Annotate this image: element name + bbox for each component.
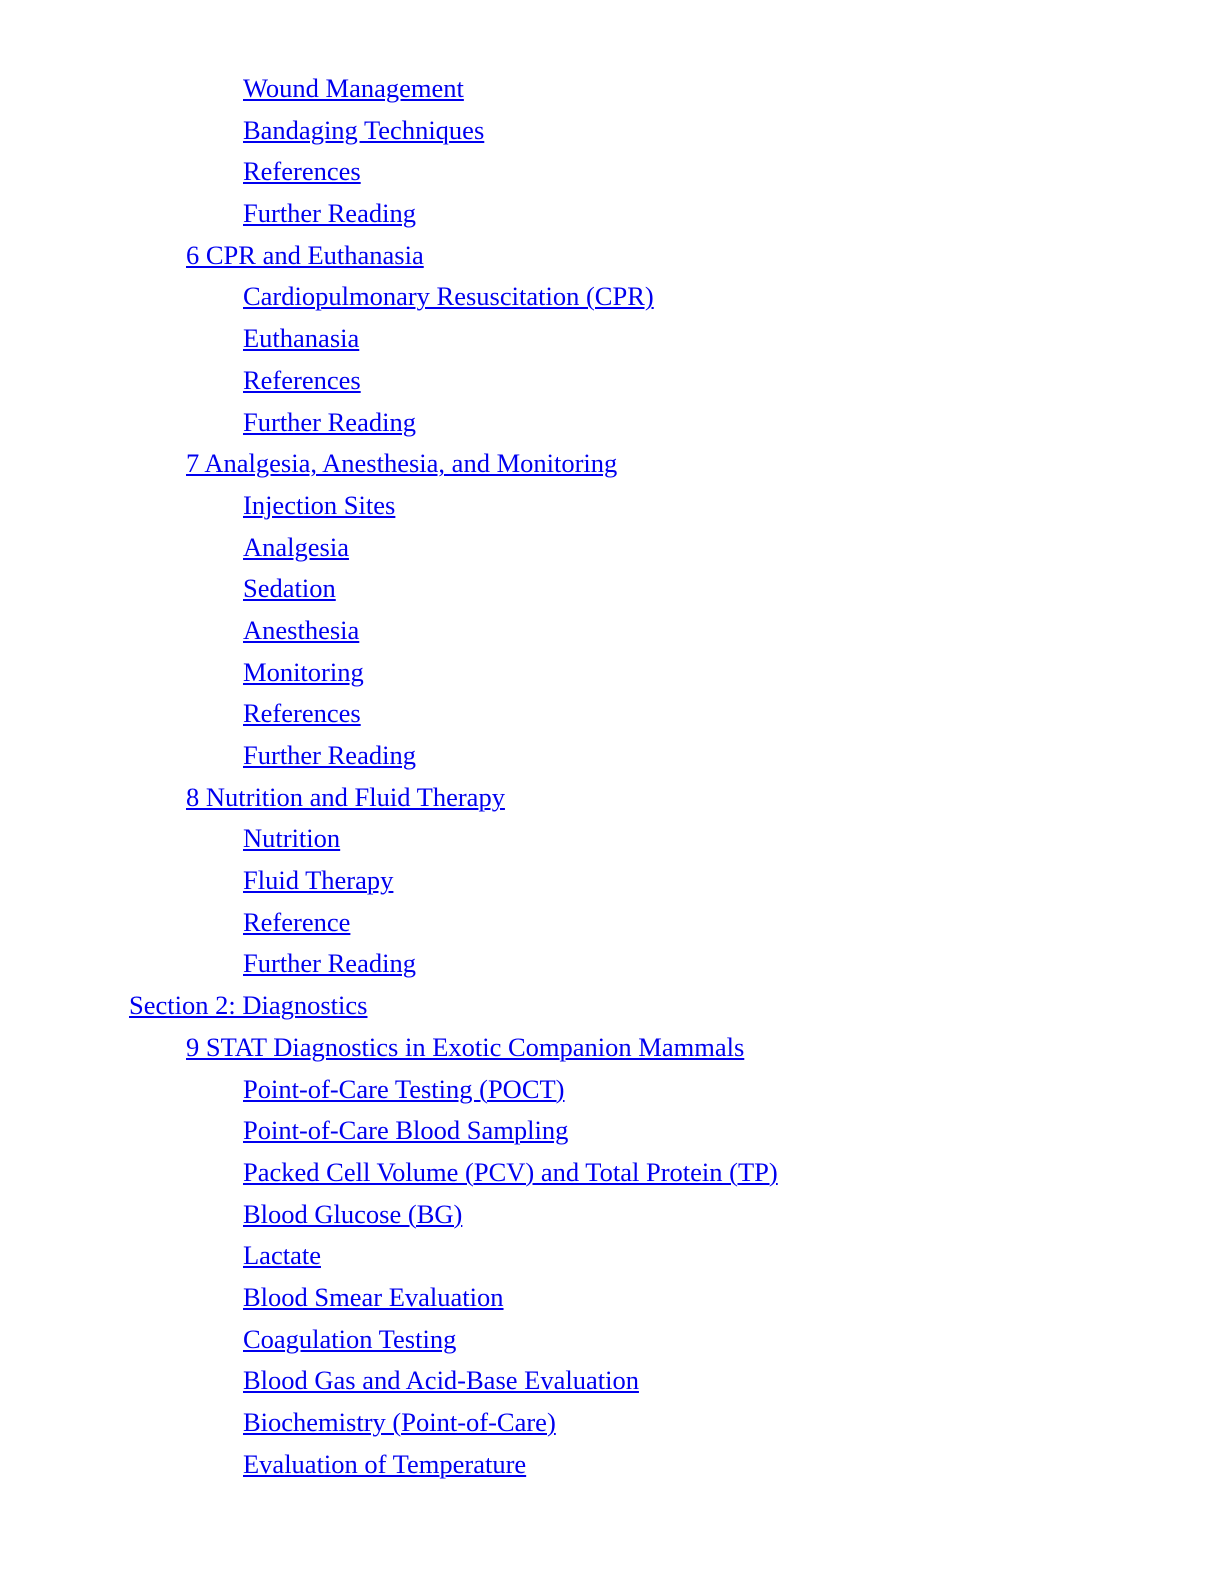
toc-link-analgesia[interactable]: Analgesia [243,531,349,562]
toc-link-references[interactable]: References [243,364,361,395]
toc-link-8-nutrition-and-fluid-therapy[interactable]: 8 Nutrition and Fluid Therapy [186,781,505,812]
toc-entry [0,445,1224,487]
toc-link-injection-sites[interactable]: Injection Sites [243,489,396,520]
toc-link-sedation[interactable]: Sedation [243,573,336,604]
toc-entry [0,1362,1224,1404]
toc-entry [0,612,1224,654]
toc-entry [0,904,1224,946]
toc-link-reference[interactable]: Reference [243,906,351,937]
toc-link-point-of-care-testing-poct[interactable]: Point-of-Care Testing (POCT) [243,1073,565,1104]
toc-entry [0,1237,1224,1279]
toc-entry [0,1071,1224,1113]
toc-entry [0,1279,1224,1321]
toc-link-further-reading[interactable]: Further Reading [243,198,416,229]
toc-link-blood-smear-evaluation[interactable]: Blood Smear Evaluation [243,1281,504,1312]
toc-link-references[interactable]: References [243,156,361,187]
toc-link-euthanasia[interactable]: Euthanasia [243,323,360,354]
toc-link-9-stat-diagnostics-in-exotic-companion-mammals[interactable]: 9 STAT Diagnostics in Exotic Companion Mammals [186,1031,745,1062]
toc-link-section-2-diagnostics[interactable]: Section 2: Diagnostics [129,990,368,1021]
toc-entry [0,945,1224,987]
toc-link-further-reading[interactable]: Further Reading [243,740,416,770]
toc-entry [0,1154,1224,1196]
toc-link-bandaging-techniques[interactable]: Bandaging Techniques [243,114,485,145]
toc-link-coagulation-testing[interactable]: Coagulation Testing [243,1323,457,1354]
toc-link-biochemistry-point-of-care[interactable]: Biochemistry (Point-of-Care) [243,1407,556,1437]
toc-entry [0,529,1224,571]
toc-link-evaluation-of-temperature[interactable]: Evaluation of Temperature [243,1448,527,1479]
toc-entry [0,1112,1224,1154]
toc-link-packed-cell-volume-pcv-and-total-protein-tp[interactable]: Packed Cell Volume (PCV) and Total Protein (TP) [243,1156,778,1187]
toc-link-wound-management[interactable]: Wound Management [243,73,464,103]
toc-entry [0,362,1224,404]
toc-entry [0,862,1224,904]
toc-entry [0,70,1224,112]
toc-link-7-analgesia-anesthesia-and-monitoring[interactable]: 7 Analgesia, Anesthesia, and Monitoring [186,448,618,479]
toc-link-blood-gas-and-acid-base-evaluation[interactable]: Blood Gas and Acid-Base Evaluation [243,1365,639,1396]
toc-entry [0,737,1224,779]
toc-entry [0,195,1224,237]
toc-link-6-cpr-and-euthanasia[interactable]: 6 CPR and Euthanasia [186,239,424,270]
toc-entry [0,1029,1224,1071]
toc-link-fluid-therapy[interactable]: Fluid Therapy [243,865,394,896]
toc-entry [0,1404,1224,1446]
toc-entry [0,153,1224,195]
toc-link-blood-glucose-bg[interactable]: Blood Glucose (BG) [243,1198,463,1229]
toc-link-monitoring[interactable]: Monitoring [243,656,364,687]
toc-entry [0,487,1224,529]
toc-link-further-reading[interactable]: Further Reading [243,406,416,437]
toc-entry [0,1196,1224,1238]
toc-entry [0,695,1224,737]
toc-link-lactate[interactable]: Lactate [243,1240,321,1271]
toc-link-nutrition[interactable]: Nutrition [243,823,341,854]
toc-entry [0,779,1224,821]
toc-link-anesthesia[interactable]: Anesthesia [243,614,360,645]
toc-link-point-of-care-blood-sampling[interactable]: Point-of-Care Blood Sampling [243,1115,569,1146]
toc-link-further-reading[interactable]: Further Reading [243,948,416,979]
toc-entry [0,112,1224,154]
toc-link-cardiopulmonary-resuscitation-cpr[interactable]: Cardiopulmonary Resuscitation (CPR) [243,281,654,312]
toc-entry [0,237,1224,279]
toc-entry [0,320,1224,362]
toc-entry [0,1446,1224,1488]
toc-entry [0,987,1224,1029]
toc-entry [0,1321,1224,1363]
toc-entry [0,404,1224,446]
toc-entry [0,654,1224,696]
table-of-contents [0,70,1224,1487]
toc-entry [0,820,1224,862]
toc-link-references[interactable]: References [243,698,361,729]
toc-entry [0,278,1224,320]
toc-entry [0,570,1224,612]
